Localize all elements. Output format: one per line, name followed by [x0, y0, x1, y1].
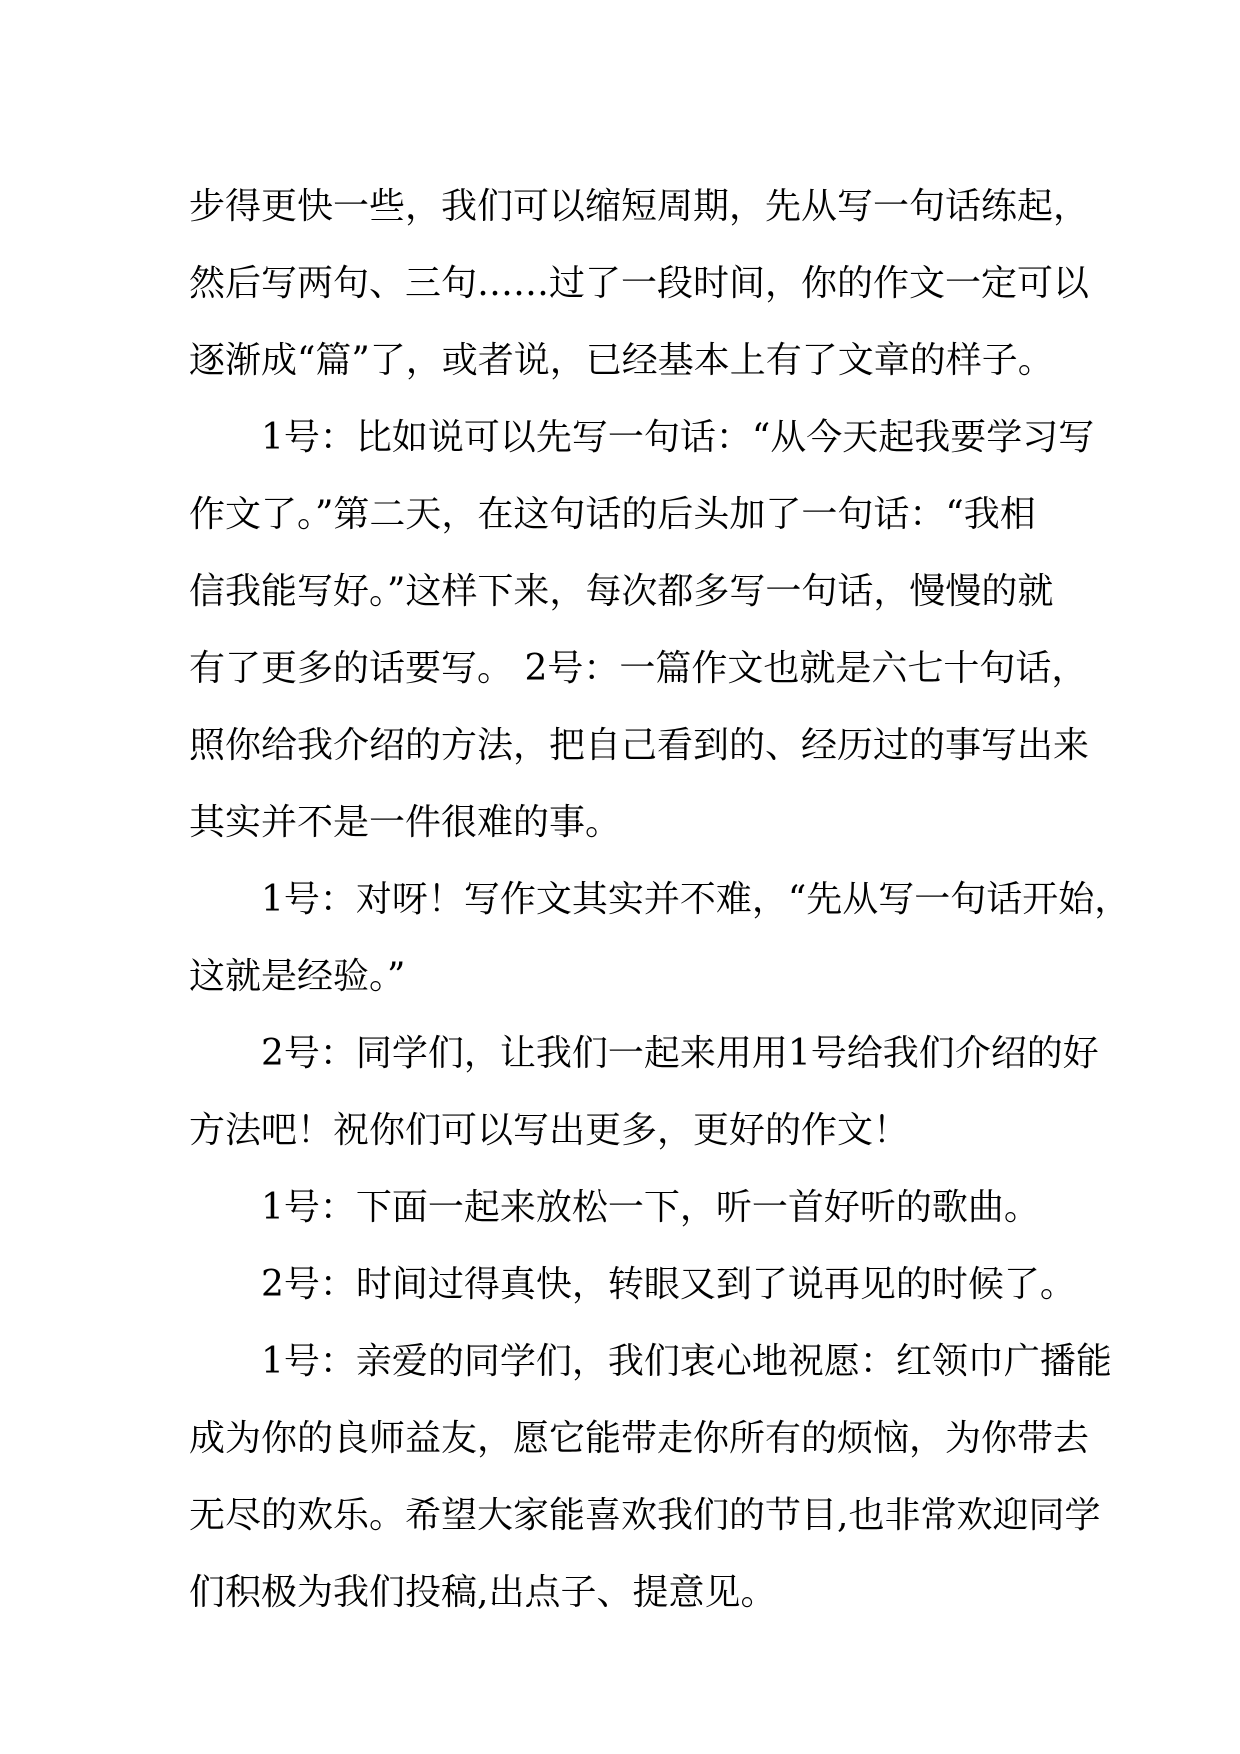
text-line: 2号：同学们，让我们一起来用用1号给我们介绍的好	[261, 1033, 1099, 1074]
paragraph-6	[189, 1246, 1076, 1323]
paragraph-3	[189, 861, 1131, 1015]
text-line: 作文了。”第二天，在这句话的后头加了一句话：“我相	[189, 494, 1036, 535]
text-line: 逐渐成“篇”了，或者说，已经基本上有了文章的样子。	[189, 340, 1054, 381]
text-line: 们积极为我们投稿,出点子、提意见。	[189, 1572, 777, 1613]
paragraph-4	[189, 1015, 1099, 1169]
text-line: 这就是经验。”	[189, 956, 406, 997]
text-line: 信我能写好。”这样下来，每次都多写一句话，慢慢的就	[189, 571, 1054, 612]
text-line: 1号：下面一起来放松一下，听一首好听的歌曲。	[261, 1187, 1040, 1228]
paragraph-1	[189, 168, 1090, 399]
text-line: 无尽的欢乐。希望大家能喜欢我们的节目,也非常欢迎同学	[189, 1495, 1101, 1536]
text-line: 2号：时间过得真快，转眼又到了说再见的时候了。	[261, 1264, 1076, 1305]
text-line: 有了更多的话要写。 2号：一篇作文也就是六七十句话，	[189, 648, 1088, 689]
text-line: 照你给我介绍的方法，把自己看到的、经历过的事写出来	[189, 725, 1090, 766]
text-line: 方法吧！祝你们可以写出更多，更好的作文！	[189, 1110, 910, 1151]
text-line: 步得更快一些，我们可以缩短周期，先从写一句话练起，	[189, 186, 1090, 227]
paragraph-2	[189, 399, 1095, 861]
paragraph-5	[189, 1169, 1069, 1246]
text-line: 然后写两句、三句……过了一段时间，你的作文一定可以	[189, 263, 1090, 304]
text-line: 1号：对呀！写作文其实并不难，“先从写一句话开始，	[261, 879, 1131, 920]
text-line: 1号：比如说可以先写一句话：“从今天起我要学习写	[261, 417, 1095, 458]
text-line: 1号：亲爱的同学们，我们衷心地祝愿：红领巾广播能	[261, 1341, 1112, 1382]
paragraph-7	[189, 1323, 1112, 1631]
text-line: 成为你的良师益友，愿它能带走你所有的烦恼，为你带去	[189, 1418, 1090, 1459]
text-line: 其实并不是一件很难的事。	[189, 802, 622, 843]
document-body	[189, 168, 1131, 1631]
